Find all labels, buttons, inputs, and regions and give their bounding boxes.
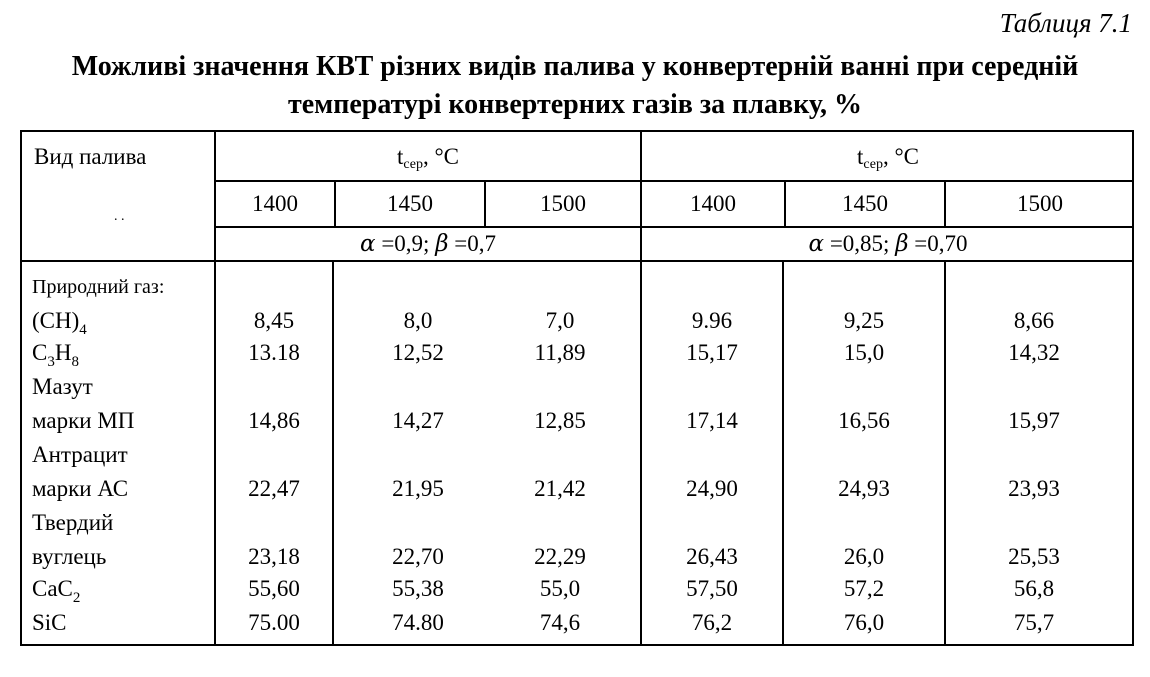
value-cell: 11,89 bbox=[534, 340, 586, 365]
row-label bbox=[32, 340, 79, 375]
row-label-subscript: 4 bbox=[79, 322, 87, 338]
value-cell: 25,53 bbox=[1008, 544, 1060, 569]
value-cell: 24,93 bbox=[838, 476, 890, 501]
temp-cell: 1500 bbox=[1017, 191, 1063, 216]
value-cell: 55,38 bbox=[392, 576, 444, 601]
value-cell: 12,85 bbox=[534, 408, 586, 433]
value-cell: 26,43 bbox=[686, 544, 738, 569]
row-label: марки МП bbox=[32, 408, 135, 433]
header-line-3 bbox=[22, 260, 1134, 262]
row-label-subscript: 8 bbox=[71, 354, 79, 370]
alpha-symbol: α bbox=[360, 231, 376, 257]
table-title bbox=[0, 48, 1150, 124]
beta-value: =0,7 bbox=[448, 231, 496, 256]
header-dots: . . bbox=[114, 209, 125, 224]
value-cell: 7,0 bbox=[545, 308, 575, 333]
value-cell: 12,52 bbox=[392, 340, 444, 365]
body-divider-4 bbox=[782, 262, 784, 644]
temp-cell: 1450 bbox=[842, 191, 888, 216]
value-cell: 21,42 bbox=[534, 476, 586, 501]
value-cell: 55,60 bbox=[248, 576, 300, 601]
value-cell: 8,66 bbox=[1013, 308, 1055, 333]
t-unit: , °С bbox=[882, 144, 920, 169]
temp-cell: 1450 bbox=[387, 191, 433, 216]
value-cell: 17,14 bbox=[686, 408, 738, 433]
beta-symbol: β bbox=[895, 231, 909, 257]
row-label-subscript: 3 bbox=[47, 354, 55, 370]
temp-cell: 1400 bbox=[252, 191, 298, 216]
temp-cell: 1400 bbox=[690, 191, 736, 216]
row-label-text: C bbox=[32, 340, 48, 365]
alpha-symbol: α bbox=[808, 231, 825, 257]
row-label bbox=[32, 576, 80, 611]
value-cell: 14,32 bbox=[1008, 340, 1060, 365]
value-cell: 15,0 bbox=[843, 340, 885, 365]
value-cell: 57,50 bbox=[686, 576, 738, 601]
header-line-1 bbox=[214, 180, 1134, 182]
value-cell: 22,70 bbox=[392, 544, 444, 569]
t-subscript: сер bbox=[863, 157, 883, 172]
value-cell: 23,93 bbox=[1008, 476, 1060, 501]
value-cell: 9.96 bbox=[691, 308, 733, 333]
row-label: вуглець bbox=[32, 544, 107, 569]
alpha-value: =0,85; bbox=[824, 231, 896, 256]
value-cell: 22,47 bbox=[248, 476, 300, 501]
group-label: Природний газ: bbox=[32, 276, 165, 298]
value-cell: 57,2 bbox=[843, 576, 885, 601]
params-group-2 bbox=[642, 231, 1134, 257]
title-line-1: Можливі значення КВТ різних видів палива у конвертерній ванні при середній bbox=[71, 51, 1079, 82]
value-cell: 14,86 bbox=[248, 408, 300, 433]
value-cell: 75.00 bbox=[248, 610, 300, 635]
row-label: Твердий bbox=[32, 510, 114, 535]
value-cell: 23,18 bbox=[248, 544, 300, 569]
value-cell: 14,27 bbox=[392, 408, 444, 433]
value-cell: 15,17 bbox=[686, 340, 738, 365]
row-label-text: H bbox=[54, 340, 72, 365]
fuel-type-header: Вид палива bbox=[34, 144, 147, 169]
body-divider-5 bbox=[944, 262, 946, 644]
beta-symbol: β bbox=[435, 231, 449, 257]
value-cell: 22,29 bbox=[534, 544, 586, 569]
value-cell: 75,7 bbox=[1013, 610, 1055, 635]
row-label bbox=[32, 308, 87, 343]
row-label: Антрацит bbox=[32, 442, 128, 467]
header-line-2 bbox=[214, 226, 1134, 228]
value-cell: 16,56 bbox=[838, 408, 890, 433]
value-cell: 8,0 bbox=[403, 308, 433, 333]
t-unit: , °С bbox=[422, 144, 460, 169]
temp-cell: 1500 bbox=[540, 191, 586, 216]
t-symbol: t bbox=[856, 144, 864, 169]
value-cell: 74,6 bbox=[539, 610, 581, 635]
table-number: Таблиця 7.1 bbox=[999, 8, 1132, 38]
value-cell: 8,45 bbox=[253, 308, 295, 333]
row-label: марки АС bbox=[32, 476, 129, 501]
temp-group-2-header bbox=[642, 144, 1134, 178]
value-cell: 9,25 bbox=[843, 308, 885, 333]
title-line-2: температурі конвертерних газів за плавку, % bbox=[287, 89, 863, 120]
value-cell: 55,0 bbox=[539, 576, 581, 601]
t-subscript: сер bbox=[403, 157, 423, 172]
row-label: SiC bbox=[32, 610, 67, 635]
value-cell: 76,0 bbox=[843, 610, 885, 635]
t-symbol: t bbox=[396, 144, 404, 169]
value-cell: 26,0 bbox=[843, 544, 885, 569]
row-label-text: (CH) bbox=[32, 308, 80, 333]
row-label-subscript: 2 bbox=[72, 590, 81, 606]
params-group-1 bbox=[216, 231, 640, 257]
row-label-text: CaC bbox=[32, 576, 73, 601]
value-cell: 21,95 bbox=[392, 476, 444, 501]
value-cell: 74.80 bbox=[392, 610, 444, 635]
alpha-value: =0,9; bbox=[375, 231, 436, 256]
beta-value: =0,70 bbox=[908, 231, 968, 256]
value-cell: 13.18 bbox=[248, 340, 300, 365]
temp-group-1-header bbox=[216, 144, 640, 178]
data-table bbox=[20, 130, 1134, 646]
value-cell: 76,2 bbox=[691, 610, 733, 635]
value-cell: 24,90 bbox=[686, 476, 738, 501]
value-cell: 56,8 bbox=[1013, 576, 1055, 601]
value-cell: 15,97 bbox=[1008, 408, 1060, 433]
row-label: Мазут bbox=[32, 374, 93, 399]
